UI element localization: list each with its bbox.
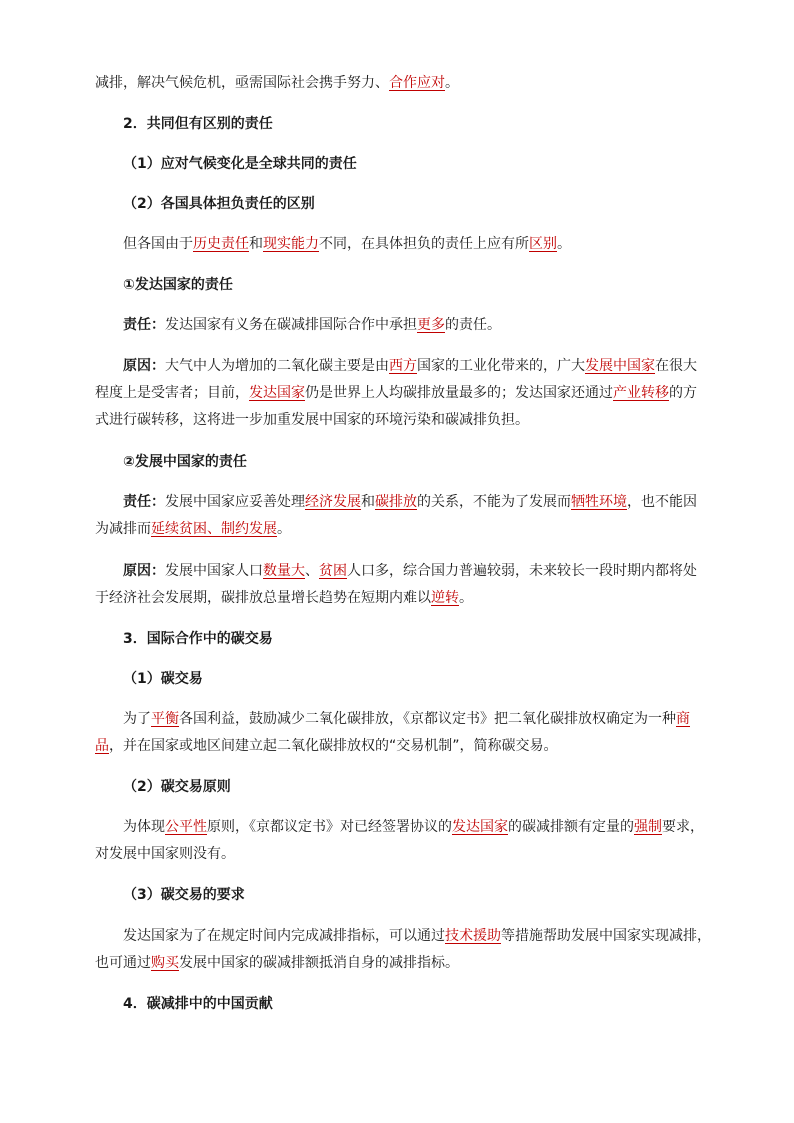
highlighted-keyword: 逆转: [431, 590, 459, 606]
text-run: 为减排而: [95, 521, 151, 537]
highlighted-keyword: 区别: [529, 236, 557, 252]
paragraph-line: [123, 315, 501, 335]
text-run: 和: [361, 494, 375, 510]
highlighted-keyword: 发达国家: [452, 819, 508, 835]
paragraph-line: [95, 953, 459, 973]
text-run: 式进行碳转移，这将进一步加重发展中国家的环境污染和碳减排负担。: [95, 412, 529, 428]
text-run: 仍是世界上人均碳排放量最多的；发达国家还通过: [305, 385, 613, 401]
subsection-heading: [123, 194, 315, 214]
text-run: 。: [277, 521, 291, 537]
text-run: 大气中人为增加的二氧化碳主要是由: [165, 358, 389, 374]
section-heading: [123, 114, 273, 134]
paragraph-line: [123, 561, 697, 581]
highlighted-keyword: 品: [95, 738, 109, 754]
text-run: 人口多，综合国力普遍较弱，未来较长一段时期内都将处: [347, 563, 697, 579]
text-run: 发达国家有义务在碳减排国际合作中承担: [165, 317, 417, 333]
bold-label: 原因：: [123, 563, 165, 579]
text-run: ，并在国家或地区间建立起二氧化碳排放权的“交易机制”，简称碳交易。: [109, 738, 558, 754]
highlighted-keyword: 合作应对: [389, 75, 445, 91]
paragraph-line: [123, 492, 697, 512]
text-run: 发展中国家人口: [165, 563, 263, 579]
paragraph-line: [95, 383, 697, 403]
text-run: 为体现: [123, 819, 165, 835]
text-run: 发达国家为了在规定时间内完成减排指标，可以通过: [123, 928, 445, 944]
section-heading: [123, 994, 273, 1014]
text-run: 为了: [123, 711, 151, 727]
subsection-heading: [123, 452, 247, 472]
text-run: 。: [557, 236, 571, 252]
text-run: 原则，《京都议定书》对已经签署协议的: [207, 819, 452, 835]
bold-label: 责任：: [123, 317, 165, 333]
highlighted-keyword: 发展中国家: [585, 358, 655, 374]
text-run: 对发展中国家则没有。: [95, 846, 235, 862]
subsection-heading: [123, 777, 231, 797]
paragraph-line: [123, 709, 690, 729]
paragraph-line: [95, 73, 459, 93]
paragraph-line: [123, 817, 704, 837]
text-run: 。: [445, 75, 459, 91]
highlighted-keyword: 商: [676, 711, 690, 727]
subsection-heading: [123, 885, 245, 905]
section-heading: [123, 629, 273, 649]
highlighted-keyword: 延续贫困、制约发展: [151, 521, 277, 537]
text-run: 要求，: [662, 819, 704, 835]
text-run: 和: [249, 236, 263, 252]
text-run: ，也不能因: [627, 494, 697, 510]
paragraph-line: [95, 410, 529, 430]
text-run: （3）碳交易的要求: [123, 887, 245, 903]
paragraph-line: [123, 926, 711, 946]
subsection-heading: [123, 275, 233, 295]
text-run: 。: [459, 590, 473, 606]
text-run: 国家的工业化带来的，广大: [417, 358, 585, 374]
text-run: 的方: [669, 385, 697, 401]
text-run: ①发达国家的责任: [123, 277, 233, 293]
paragraph-line: [123, 234, 571, 254]
text-run: 也可通过: [95, 955, 151, 971]
paragraph-line: [123, 356, 697, 376]
text-run: 不同，在具体担负的责任上应有所: [319, 236, 529, 252]
text-run: （1）应对气候变化是全球共同的责任: [123, 156, 357, 172]
highlighted-keyword: 牺牲环境: [571, 494, 627, 510]
highlighted-keyword: 购买: [151, 955, 179, 971]
text-run: 于经济社会发展期，碳排放总量增长趋势在短期内难以: [95, 590, 431, 606]
highlighted-keyword: 发达国家: [249, 385, 305, 401]
highlighted-keyword: 现实能力: [263, 236, 319, 252]
text-run: 的碳减排额有定量的: [508, 819, 634, 835]
highlighted-keyword: 技术援助: [445, 928, 501, 944]
paragraph-line: [95, 588, 473, 608]
text-run: 各国利益，鼓励减少二氧化碳排放，《京都议定书》把二氧化碳排放权确定为一种: [179, 711, 676, 727]
text-run: 但各国由于: [123, 236, 193, 252]
bold-label: 责任：: [123, 494, 165, 510]
highlighted-keyword: 产业转移: [613, 385, 669, 401]
bold-label: 原因：: [123, 358, 165, 374]
text-run: 、: [305, 563, 319, 579]
highlighted-keyword: 西方: [389, 358, 417, 374]
paragraph-line: [95, 844, 235, 864]
text-run: （1）碳交易: [123, 671, 203, 687]
highlighted-keyword: 碳排放: [375, 494, 417, 510]
text-run: 发展中国家应妥善处理: [165, 494, 305, 510]
text-run: 2．共同但有区别的责任: [123, 116, 273, 132]
highlighted-keyword: 公平性: [165, 819, 207, 835]
text-run: 3．国际合作中的碳交易: [123, 631, 273, 647]
text-run: （2）各国具体担负责任的区别: [123, 196, 315, 212]
text-run: ②发展中国家的责任: [123, 454, 247, 470]
text-run: 的责任。: [445, 317, 501, 333]
highlighted-keyword: 数量大: [263, 563, 305, 579]
highlighted-keyword: 贫困: [319, 563, 347, 579]
highlighted-keyword: 经济发展: [305, 494, 361, 510]
text-run: 发展中国家的碳减排额抵消自身的减排指标。: [179, 955, 459, 971]
text-run: 减排，解决气候危机，亟需国际社会携手努力、: [95, 75, 389, 91]
text-run: 程度上是受害者；目前，: [95, 385, 249, 401]
subsection-heading: [123, 154, 357, 174]
highlighted-keyword: 历史责任: [193, 236, 249, 252]
text-run: 4．碳减排中的中国贡献: [123, 996, 273, 1012]
text-run: 的关系，不能为了发展而: [417, 494, 571, 510]
highlighted-keyword: 强制: [634, 819, 662, 835]
paragraph-line: [95, 736, 558, 756]
highlighted-keyword: 平衡: [151, 711, 179, 727]
paragraph-line: [95, 519, 291, 539]
text-run: 在很大: [655, 358, 697, 374]
highlighted-keyword: 更多: [417, 317, 445, 333]
text-run: （2）碳交易原则: [123, 779, 231, 795]
text-run: 等措施帮助发展中国家实现减排，: [501, 928, 711, 944]
subsection-heading: [123, 669, 203, 689]
